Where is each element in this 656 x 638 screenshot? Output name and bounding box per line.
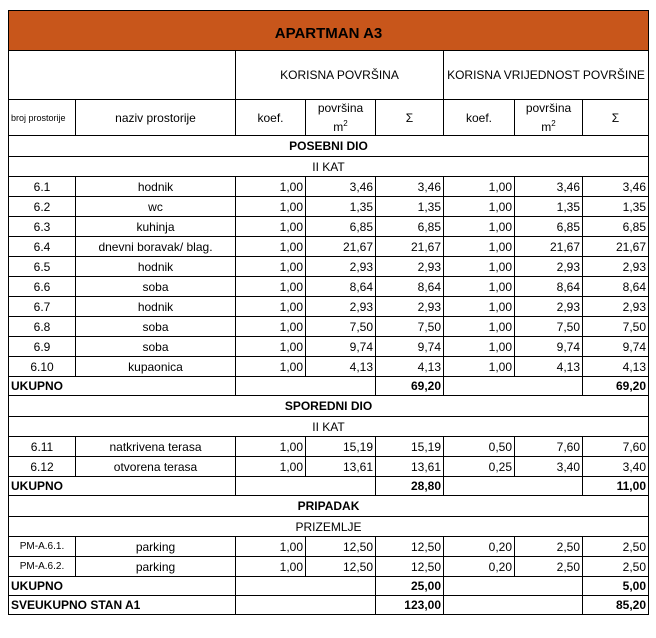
koef-value: 1,00 [236, 297, 306, 317]
grand-total-value: 85,20 [583, 596, 649, 615]
koef-value: 1,00 [444, 357, 515, 377]
koef-value: 1,00 [444, 217, 515, 237]
povrsina-value: 3,46 [515, 177, 583, 197]
povrsina-value: 12,50 [306, 537, 376, 557]
koef-value: 1,00 [236, 337, 306, 357]
total-value: 28,80 [376, 477, 444, 496]
povrsina-value: 6,85 [515, 217, 583, 237]
table-row [9, 197, 649, 217]
sum-value: 9,74 [376, 337, 444, 357]
povrsina-value: 8,64 [306, 277, 376, 297]
total-blank [236, 477, 376, 496]
section-floor: II KAT [9, 417, 649, 437]
header-koef-2: koef. [444, 100, 515, 136]
povrsina-value: 12,50 [306, 557, 376, 577]
sum-value: 2,50 [583, 537, 649, 557]
povrsina-value: 7,50 [306, 317, 376, 337]
total-value: 69,20 [376, 377, 444, 396]
total-label: UKUPNO [9, 577, 236, 596]
povrsina-value: 6,85 [306, 217, 376, 237]
header-povrsina-1 [306, 100, 376, 136]
sum-value: 1,35 [376, 197, 444, 217]
sum-value: 2,93 [376, 257, 444, 277]
room-name: soba [76, 317, 236, 337]
sum-value: 6,85 [376, 217, 444, 237]
povrsina-value: 3,46 [306, 177, 376, 197]
koef-value: 0,20 [444, 557, 515, 577]
sum-value: 2,93 [583, 297, 649, 317]
sum-value: 3,46 [376, 177, 444, 197]
total-label: UKUPNO [9, 377, 236, 396]
sum-value: 7,50 [376, 317, 444, 337]
povrsina-value: 2,50 [515, 557, 583, 577]
room-number: 6.12 [9, 457, 76, 477]
sum-value: 15,19 [376, 437, 444, 457]
area-table [8, 10, 649, 615]
table-row [9, 257, 649, 277]
table-row [9, 177, 649, 197]
total-blank [444, 477, 583, 496]
room-number: 6.2 [9, 197, 76, 217]
sum-value: 12,50 [376, 557, 444, 577]
koef-value: 1,00 [444, 337, 515, 357]
table-row [9, 557, 649, 577]
povrsina-value: 1,35 [515, 197, 583, 217]
header-unit: m [333, 119, 344, 134]
koef-value: 1,00 [444, 297, 515, 317]
sum-value: 7,50 [583, 317, 649, 337]
section-title: PRIPADAK [9, 496, 649, 517]
povrsina-value: 2,50 [515, 537, 583, 557]
povrsina-value: 1,35 [306, 197, 376, 217]
room-name: hodnik [76, 257, 236, 277]
section-floor: II KAT [9, 157, 649, 177]
sum-value: 1,35 [583, 197, 649, 217]
koef-value: 1,00 [236, 177, 306, 197]
room-name: kupaonica [76, 357, 236, 377]
section-title: SPOREDNI DIO [9, 396, 649, 417]
section-floor: PRIZEMLJE [9, 517, 649, 537]
room-name: natkrivena terasa [76, 437, 236, 457]
room-number: 6.1 [9, 177, 76, 197]
koef-value: 1,00 [236, 437, 306, 457]
koef-value: 1,00 [236, 557, 306, 577]
sum-value: 8,64 [376, 277, 444, 297]
room-number: 6.9 [9, 337, 76, 357]
room-name: otvorena terasa [76, 457, 236, 477]
koef-value: 0,25 [444, 457, 515, 477]
room-number: 6.3 [9, 217, 76, 237]
total-blank [236, 577, 376, 596]
table-row [9, 317, 649, 337]
room-number: 6.8 [9, 317, 76, 337]
total-value: 11,00 [583, 477, 649, 496]
header-unit-exp: 2 [343, 118, 348, 128]
sum-value: 2,50 [583, 557, 649, 577]
room-number: PM-A.6.1. [9, 537, 76, 557]
room-number: 6.7 [9, 297, 76, 317]
povrsina-value: 8,64 [515, 277, 583, 297]
sum-value: 21,67 [376, 237, 444, 257]
povrsina-value: 13,61 [306, 457, 376, 477]
koef-value: 1,00 [236, 277, 306, 297]
povrsina-value: 3,40 [515, 457, 583, 477]
grand-total-label: SVEUKUPNO STAN A1 [9, 596, 236, 615]
header-povrsina-label: površina [525, 100, 572, 115]
header-povrsina-2 [515, 100, 583, 136]
header-sum-1: Σ [376, 100, 444, 136]
koef-value: 1,00 [236, 457, 306, 477]
room-number: 6.11 [9, 437, 76, 457]
total-value: 5,00 [583, 577, 649, 596]
koef-value: 1,00 [236, 317, 306, 337]
sum-value: 7,60 [583, 437, 649, 457]
header-sum-2: Σ [583, 100, 649, 136]
header-naziv-prostorije: naziv prostorije [76, 100, 236, 136]
povrsina-value: 4,13 [306, 357, 376, 377]
sum-value: 4,13 [583, 357, 649, 377]
povrsina-value: 7,50 [515, 317, 583, 337]
section-title: POSEBNI DIO [9, 136, 649, 157]
room-number: 6.6 [9, 277, 76, 297]
header-unit: m [541, 119, 552, 134]
povrsina-value: 7,60 [515, 437, 583, 457]
total-blank [444, 596, 583, 615]
table-row [9, 457, 649, 477]
koef-value: 1,00 [236, 537, 306, 557]
povrsina-value: 21,67 [306, 237, 376, 257]
koef-value: 1,00 [444, 257, 515, 277]
koef-value: 1,00 [236, 197, 306, 217]
room-number: PM-A.6.2. [9, 557, 76, 577]
room-name: hodnik [76, 297, 236, 317]
total-label: UKUPNO [9, 477, 236, 496]
povrsina-value: 9,74 [515, 337, 583, 357]
table-row [9, 297, 649, 317]
header-koef-1: koef. [236, 100, 306, 136]
room-name: dnevni boravak/ blag. [76, 237, 236, 257]
povrsina-value: 21,67 [515, 237, 583, 257]
table-row [9, 237, 649, 257]
header-korisna-vrijednost: KORISNA VRIJEDNOST POVRŠINE [444, 51, 649, 100]
header-unit-exp: 2 [551, 118, 556, 128]
room-number: 6.10 [9, 357, 76, 377]
povrsina-value: 2,93 [515, 297, 583, 317]
koef-value: 0,50 [444, 437, 515, 457]
table-row [9, 537, 649, 557]
sum-value: 8,64 [583, 277, 649, 297]
sum-value: 2,93 [376, 297, 444, 317]
table-row [9, 277, 649, 297]
koef-value: 1,00 [236, 237, 306, 257]
total-blank [236, 377, 376, 396]
table-row [9, 437, 649, 457]
sum-value: 12,50 [376, 537, 444, 557]
koef-value: 1,00 [236, 357, 306, 377]
table-row [9, 357, 649, 377]
sum-value: 9,74 [583, 337, 649, 357]
koef-value: 1,00 [236, 217, 306, 237]
room-number: 6.4 [9, 237, 76, 257]
room-name: parking [76, 557, 236, 577]
povrsina-value: 2,93 [306, 297, 376, 317]
grand-total-value: 123,00 [376, 596, 444, 615]
room-name: wc [76, 197, 236, 217]
sum-value: 3,40 [583, 457, 649, 477]
koef-value: 1,00 [444, 177, 515, 197]
header-korisna-povrsina: KORISNA POVRŠINA [236, 51, 444, 100]
total-value: 69,20 [583, 377, 649, 396]
sum-value: 6,85 [583, 217, 649, 237]
header-blank [9, 51, 236, 100]
room-name: parking [76, 537, 236, 557]
sum-value: 13,61 [376, 457, 444, 477]
povrsina-value: 4,13 [515, 357, 583, 377]
povrsina-value: 15,19 [306, 437, 376, 457]
header-povrsina-label: površina [317, 100, 364, 115]
table-row [9, 337, 649, 357]
koef-value: 0,20 [444, 537, 515, 557]
sum-value: 21,67 [583, 237, 649, 257]
header-broj-prostorije: broj prostorije [9, 100, 76, 136]
povrsina-value: 2,93 [306, 257, 376, 277]
povrsina-value: 9,74 [306, 337, 376, 357]
koef-value: 1,00 [444, 237, 515, 257]
room-name: kuhinja [76, 217, 236, 237]
room-name: soba [76, 337, 236, 357]
table-title: APARTMAN A3 [9, 11, 649, 51]
koef-value: 1,00 [236, 257, 306, 277]
room-number: 6.5 [9, 257, 76, 277]
total-blank [444, 377, 583, 396]
koef-value: 1,00 [444, 197, 515, 217]
sum-value: 2,93 [583, 257, 649, 277]
sum-value: 4,13 [376, 357, 444, 377]
total-value: 25,00 [376, 577, 444, 596]
sum-value: 3,46 [583, 177, 649, 197]
total-blank [236, 596, 376, 615]
total-blank [444, 577, 583, 596]
room-name: soba [76, 277, 236, 297]
koef-value: 1,00 [444, 317, 515, 337]
koef-value: 1,00 [444, 277, 515, 297]
table-row [9, 217, 649, 237]
room-name: hodnik [76, 177, 236, 197]
povrsina-value: 2,93 [515, 257, 583, 277]
